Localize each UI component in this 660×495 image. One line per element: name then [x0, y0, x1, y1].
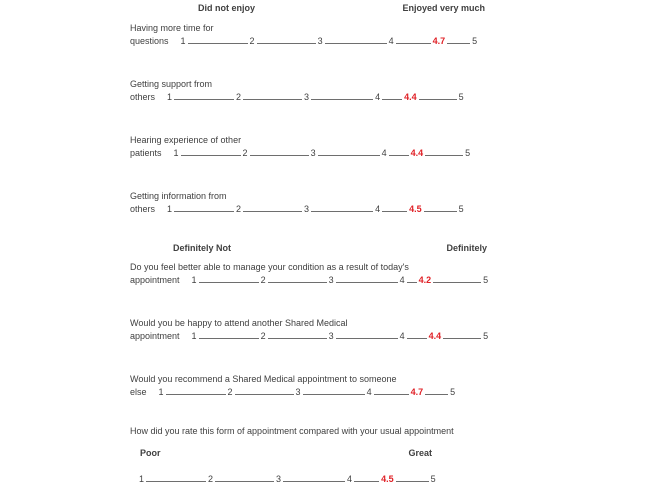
rating-scale	[130, 90, 660, 103]
section-question: How did you rate this form of appointment compared with your usual appointment	[130, 426, 454, 436]
scale-line	[166, 385, 226, 395]
scale-number: 4	[399, 275, 405, 285]
scale-anchor-left: Poor	[140, 448, 161, 458]
mean-score: 4.5	[409, 204, 422, 214]
scale-line	[424, 202, 457, 212]
scale-number: 1	[158, 387, 164, 397]
scale-line	[303, 385, 365, 395]
question-label: patients	[130, 148, 162, 158]
question-block	[130, 79, 660, 103]
scale-number: 2	[249, 36, 255, 46]
question-text: Would you recommend a Shared Medical appointment to someone	[130, 374, 397, 384]
question-text: Having more time for	[130, 23, 214, 33]
scale-line	[325, 34, 387, 44]
scale-line	[174, 202, 234, 212]
mean-score: 4.7	[410, 387, 424, 397]
scale-line	[199, 329, 259, 339]
scale-line	[146, 472, 206, 482]
scale-number: 3	[304, 204, 310, 214]
question-text: Would you be happy to attend another Shared Medical	[130, 318, 348, 328]
scale-line	[318, 146, 380, 156]
question-text: Getting support from	[130, 79, 213, 89]
scale-line	[354, 472, 379, 482]
scale-line	[181, 146, 241, 156]
question-label: others	[130, 92, 156, 102]
question-block	[130, 318, 660, 342]
scale-number: 2	[242, 148, 248, 158]
scale-number: 2	[236, 92, 242, 102]
rating-scale	[137, 472, 660, 485]
scale-number: 2	[260, 275, 266, 285]
scale-number: 2	[260, 331, 266, 341]
rating-scale	[130, 329, 660, 342]
question-list	[130, 472, 660, 485]
scale-number: 1	[191, 331, 197, 341]
scale-number: 1	[173, 148, 179, 158]
mean-score: 4.7	[432, 36, 446, 46]
question-text: Do you feel better able to manage your condition as a result of today's	[130, 262, 409, 272]
scale-number: 2	[236, 204, 242, 214]
scale-line	[235, 385, 294, 395]
scale-number: 4	[381, 148, 387, 158]
scale-number: 5	[483, 331, 489, 341]
question-label: appointment	[130, 275, 180, 285]
question-label: appointment	[130, 331, 180, 341]
scale-number: 1	[139, 474, 145, 484]
scale-line	[311, 202, 373, 212]
scale-line	[283, 472, 345, 482]
rating-scale	[130, 385, 660, 398]
scale-line	[336, 273, 398, 283]
scale-number: 4	[347, 474, 353, 484]
mean-score: 4.4	[404, 92, 417, 102]
scale-number: 4	[399, 331, 405, 341]
scale-number: 1	[180, 36, 186, 46]
scale-line	[407, 273, 417, 283]
scale-number: 3	[328, 331, 334, 341]
scale-line	[268, 273, 327, 283]
question-block	[130, 23, 660, 47]
question-text: Getting information from	[130, 191, 227, 201]
scale-number: 5	[483, 275, 489, 285]
scale-number: 5	[458, 92, 464, 102]
scale-number: 5	[450, 387, 456, 397]
scale-line	[336, 329, 398, 339]
question-block	[130, 472, 660, 485]
scale-number: 3	[328, 275, 334, 285]
scale-line	[199, 273, 259, 283]
scale-number: 5	[472, 36, 478, 46]
question-block	[130, 135, 660, 159]
scale-line	[374, 385, 409, 395]
question-label: questions	[130, 36, 169, 46]
scale-line	[389, 146, 409, 156]
scale-anchors	[140, 448, 432, 459]
scale-line	[447, 34, 470, 44]
question-label: others	[130, 204, 156, 214]
mean-score: 4.4	[410, 148, 424, 158]
survey-section	[130, 426, 660, 485]
scale-anchor-right: Great	[408, 448, 432, 458]
scale-line	[243, 202, 302, 212]
scale-line	[443, 329, 481, 339]
question-list	[130, 262, 660, 398]
scale-number: 5	[465, 148, 471, 158]
question-label: else	[130, 387, 147, 397]
mean-score: 4.4	[428, 331, 442, 341]
scale-number: 3	[295, 387, 301, 397]
scale-number: 3	[310, 148, 316, 158]
question-text: Hearing experience of other	[130, 135, 242, 145]
scale-anchors	[198, 3, 485, 14]
question-block	[130, 191, 660, 215]
scale-line	[425, 146, 463, 156]
scale-number: 1	[191, 275, 197, 285]
scale-number: 4	[366, 387, 372, 397]
rating-scale	[130, 273, 660, 286]
scale-line	[250, 146, 309, 156]
sections	[130, 3, 660, 485]
mean-score: 4.2	[418, 275, 432, 285]
scale-anchor-left: Did not enjoy	[198, 3, 255, 13]
rating-scale	[130, 34, 660, 47]
scale-line	[311, 90, 373, 100]
scale-line	[382, 90, 402, 100]
scale-number: 4	[388, 36, 394, 46]
scale-line	[382, 202, 407, 212]
scale-line	[174, 90, 234, 100]
scale-anchor-right: Definitely	[446, 243, 487, 253]
scale-anchor-right: Enjoyed very much	[402, 3, 485, 13]
scale-number: 5	[458, 204, 464, 214]
scale-number: 2	[208, 474, 214, 484]
scale-line	[243, 90, 302, 100]
survey-section	[130, 243, 660, 398]
scale-number: 4	[375, 92, 381, 102]
rating-scale	[130, 202, 660, 215]
scale-number: 5	[430, 474, 436, 484]
scale-line	[425, 385, 448, 395]
mean-score: 4.5	[381, 474, 394, 484]
scale-number: 1	[167, 92, 173, 102]
scale-line	[433, 273, 481, 283]
question-block	[130, 262, 660, 286]
scale-number: 4	[375, 204, 381, 214]
scale-line	[407, 329, 427, 339]
scale-anchor-left: Definitely Not	[173, 243, 232, 253]
rating-scale	[130, 146, 660, 159]
scale-line	[396, 472, 429, 482]
scale-number: 1	[167, 204, 173, 214]
scale-line	[257, 34, 316, 44]
scale-number: 3	[304, 92, 310, 102]
scale-anchors	[173, 243, 487, 254]
scale-line	[396, 34, 431, 44]
scale-number: 2	[227, 387, 233, 397]
question-block	[130, 374, 660, 398]
survey-section	[130, 3, 660, 215]
scale-line	[268, 329, 327, 339]
scale-line	[419, 90, 457, 100]
scale-line	[188, 34, 248, 44]
scale-line	[215, 472, 274, 482]
question-list	[130, 23, 660, 215]
scale-number: 3	[276, 474, 282, 484]
scale-number: 3	[317, 36, 323, 46]
